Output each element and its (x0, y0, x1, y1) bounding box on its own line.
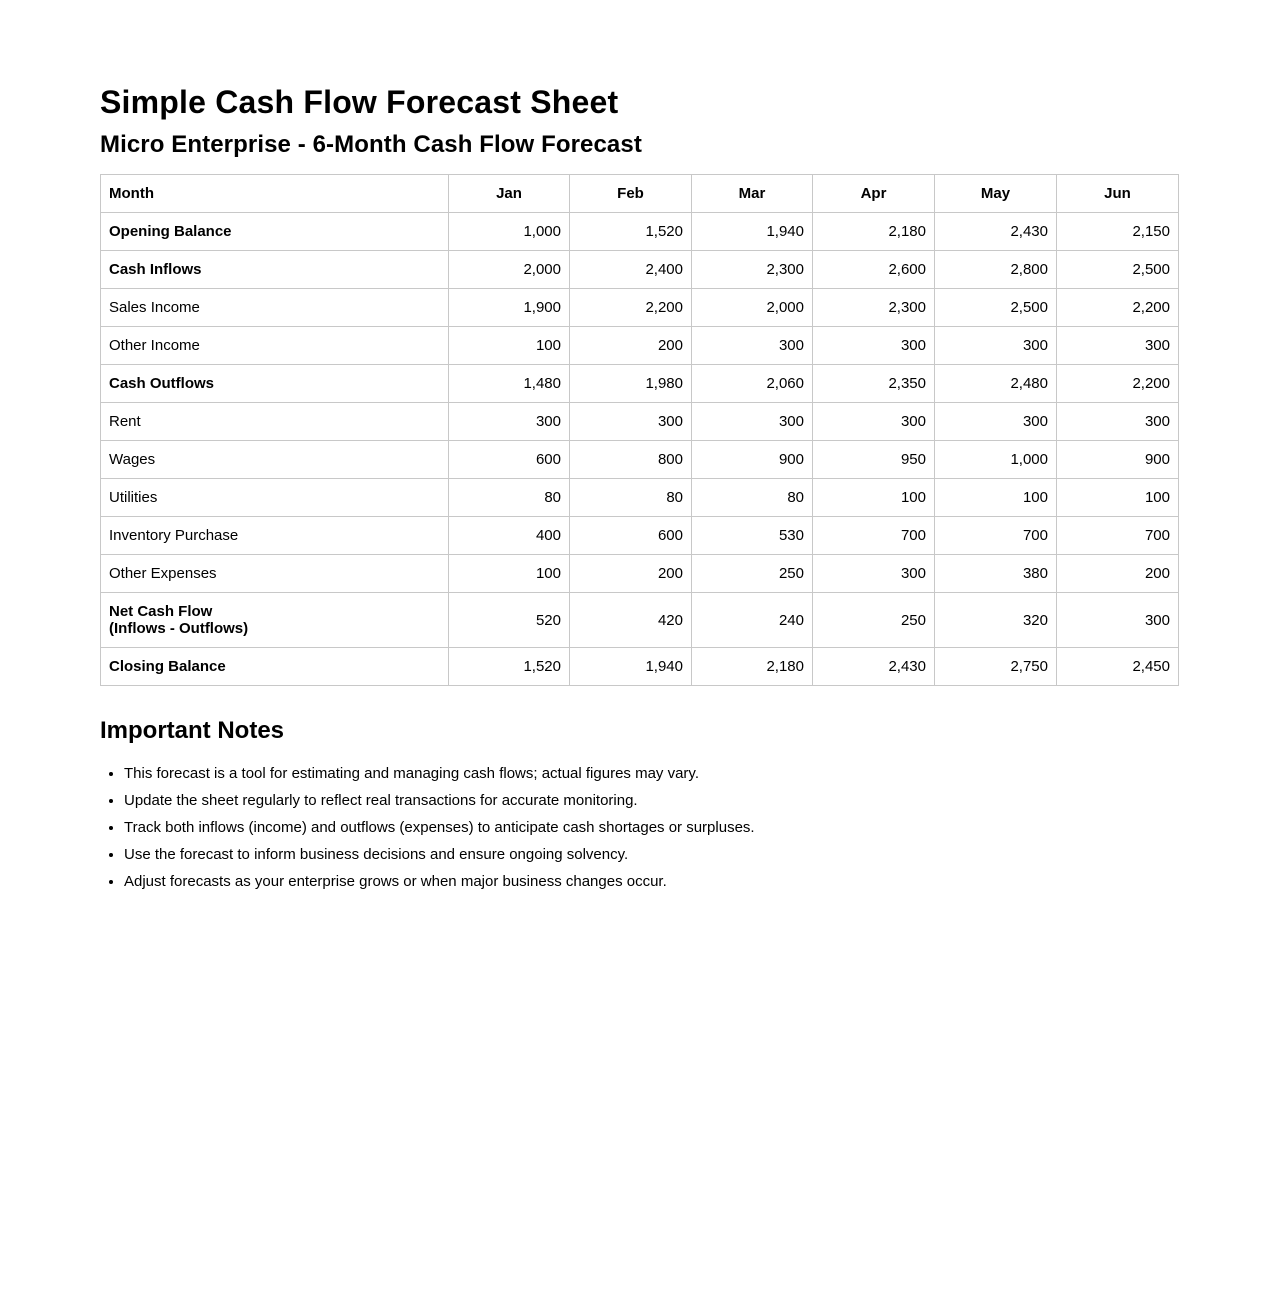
table-cell-value: 100 (813, 479, 935, 517)
table-row (101, 251, 1179, 289)
table-cell-value: 2,300 (813, 289, 935, 327)
table-cell-value: 300 (813, 327, 935, 365)
note-item: • Update the sheet regularly to reflect real transactions for accurate monitoring. (124, 787, 1178, 814)
table-cell-value: 1,980 (570, 365, 692, 403)
table-cell-value: 250 (692, 555, 813, 593)
note-item: • This forecast is a tool for estimating and managing cash flows; actual figures may vary. (124, 760, 1178, 787)
row-label-text: Closing Balance (109, 658, 226, 675)
row-label-text: Rent (109, 413, 141, 430)
note-item: • Use the forecast to inform business decisions and ensure ongoing solvency. (124, 841, 1178, 868)
table-cell-value: 1,520 (570, 213, 692, 251)
table-cell-value: 700 (1057, 517, 1179, 555)
row-label-text: Opening Balance (109, 223, 232, 240)
table-cell-value: 80 (570, 479, 692, 517)
table-cell-value: 1,940 (692, 213, 813, 251)
row-label (101, 403, 449, 441)
table-cell-value: 100 (449, 327, 570, 365)
row-label (101, 289, 449, 327)
header-may: May (935, 175, 1057, 213)
row-label (101, 365, 449, 403)
row-label (101, 327, 449, 365)
table-cell-value: 950 (813, 441, 935, 479)
table-cell-value: 380 (935, 555, 1057, 593)
table-cell-value: 2,180 (813, 213, 935, 251)
cash-flow-table (100, 174, 1179, 686)
table-row (101, 441, 1179, 479)
table-cell-value: 2,500 (935, 289, 1057, 327)
row-label (101, 479, 449, 517)
table-cell-value: 300 (813, 555, 935, 593)
table-cell-value: 300 (1057, 327, 1179, 365)
table-cell-value: 100 (449, 555, 570, 593)
table-row (101, 479, 1179, 517)
table-cell-value: 200 (570, 555, 692, 593)
table-cell-value: 700 (935, 517, 1057, 555)
table-row (101, 648, 1179, 686)
table-body (101, 213, 1179, 686)
table-cell-value: 2,450 (1057, 648, 1179, 686)
row-label (101, 517, 449, 555)
table-cell-value: 250 (813, 593, 935, 648)
table-cell-value: 420 (570, 593, 692, 648)
table-cell-value: 200 (570, 327, 692, 365)
table-row (101, 327, 1179, 365)
row-label-text: Other Expenses (109, 565, 217, 582)
row-label (101, 213, 449, 251)
row-label-text: Cash Outflows (109, 375, 215, 392)
header-month: Month (101, 175, 449, 213)
table-row (101, 517, 1179, 555)
table-cell-value: 80 (449, 479, 570, 517)
table-cell-value: 300 (449, 403, 570, 441)
row-label (101, 593, 449, 648)
header-jun: Jun (1057, 175, 1179, 213)
table-cell-value: 700 (813, 517, 935, 555)
table-cell-value: 800 (570, 441, 692, 479)
table-row (101, 555, 1179, 593)
table-cell-value: 300 (570, 403, 692, 441)
table-row (101, 365, 1179, 403)
row-label (101, 251, 449, 289)
note-item: • Track both inflows (income) and outflows (expenses) to anticipate cash shortages or surpluses. (124, 814, 1178, 841)
table-header-row (101, 175, 1179, 213)
table-cell-value: 2,430 (935, 213, 1057, 251)
table-cell-value: 320 (935, 593, 1057, 648)
header-apr: Apr (813, 175, 935, 213)
table-cell-value: 2,300 (692, 251, 813, 289)
table-cell-value: 100 (1057, 479, 1179, 517)
table-cell-value: 2,600 (813, 251, 935, 289)
row-label-text: Utilities (109, 489, 158, 506)
table-cell-value: 2,200 (1057, 289, 1179, 327)
table-cell-value: 1,480 (449, 365, 570, 403)
table-cell-value: 1,000 (449, 213, 570, 251)
table-cell-value: 2,750 (935, 648, 1057, 686)
row-label-text: Sales Income (109, 299, 200, 316)
header-feb: Feb (570, 175, 692, 213)
table-cell-value: 400 (449, 517, 570, 555)
table-cell-value: 520 (449, 593, 570, 648)
header-jan: Jan (449, 175, 570, 213)
row-label-text: Other Income (109, 337, 200, 354)
row-label-text: Wages (109, 451, 156, 468)
table-cell-value: 2,350 (813, 365, 935, 403)
table-cell-value: 530 (692, 517, 813, 555)
table-cell-value: 2,200 (570, 289, 692, 327)
table-row (101, 213, 1179, 251)
page-subtitle: Micro Enterprise - 6-Month Cash Flow Forecast (100, 131, 642, 158)
table-cell-value: 300 (1057, 403, 1179, 441)
table-row (101, 593, 1179, 648)
table-cell-value: 2,800 (935, 251, 1057, 289)
table-cell-value: 2,060 (692, 365, 813, 403)
table-cell-value: 2,430 (813, 648, 935, 686)
table-cell-value: 1,900 (449, 289, 570, 327)
table-cell-value: 900 (1057, 441, 1179, 479)
table-cell-value: 300 (935, 327, 1057, 365)
table-cell-value: 300 (813, 403, 935, 441)
table-cell-value: 100 (935, 479, 1057, 517)
table-cell-value: 600 (570, 517, 692, 555)
table-cell-value: 300 (935, 403, 1057, 441)
table-cell-value: 300 (692, 327, 813, 365)
note-item: • Adjust forecasts as your enterprise grows or when major business changes occur. (124, 868, 1178, 895)
row-label-text: Inventory Purchase (109, 527, 239, 544)
row-label-text: Cash Inflows (109, 261, 202, 278)
table-cell-value: 300 (1057, 593, 1179, 648)
table-row (101, 289, 1179, 327)
row-label (101, 648, 449, 686)
table-cell-value: 2,480 (935, 365, 1057, 403)
table-cell-value: 2,400 (570, 251, 692, 289)
table-cell-value: 1,000 (935, 441, 1057, 479)
table-cell-value: 2,200 (1057, 365, 1179, 403)
table-cell-value: 240 (692, 593, 813, 648)
table-cell-value: 80 (692, 479, 813, 517)
header-mar: Mar (692, 175, 813, 213)
table-cell-value: 900 (692, 441, 813, 479)
row-label (101, 555, 449, 593)
notes-title: Important Notes (100, 717, 285, 744)
table-cell-value: 2,500 (1057, 251, 1179, 289)
table-row (101, 403, 1179, 441)
table-cell-value: 2,000 (449, 251, 570, 289)
table-cell-value: 300 (692, 403, 813, 441)
table-cell-value: 1,520 (449, 648, 570, 686)
row-label-subtext: (Inflows - Outflows) (109, 620, 249, 637)
table-cell-value: 600 (449, 441, 570, 479)
row-label-text: Net Cash Flow (109, 603, 213, 620)
notes-list (100, 760, 1178, 895)
row-label (101, 441, 449, 479)
page-title: Simple Cash Flow Forecast Sheet (100, 84, 619, 120)
table-cell-value: 2,180 (692, 648, 813, 686)
table-cell-value: 1,940 (570, 648, 692, 686)
table-cell-value: 200 (1057, 555, 1179, 593)
table-cell-value: 2,000 (692, 289, 813, 327)
table-cell-value: 2,150 (1057, 213, 1179, 251)
